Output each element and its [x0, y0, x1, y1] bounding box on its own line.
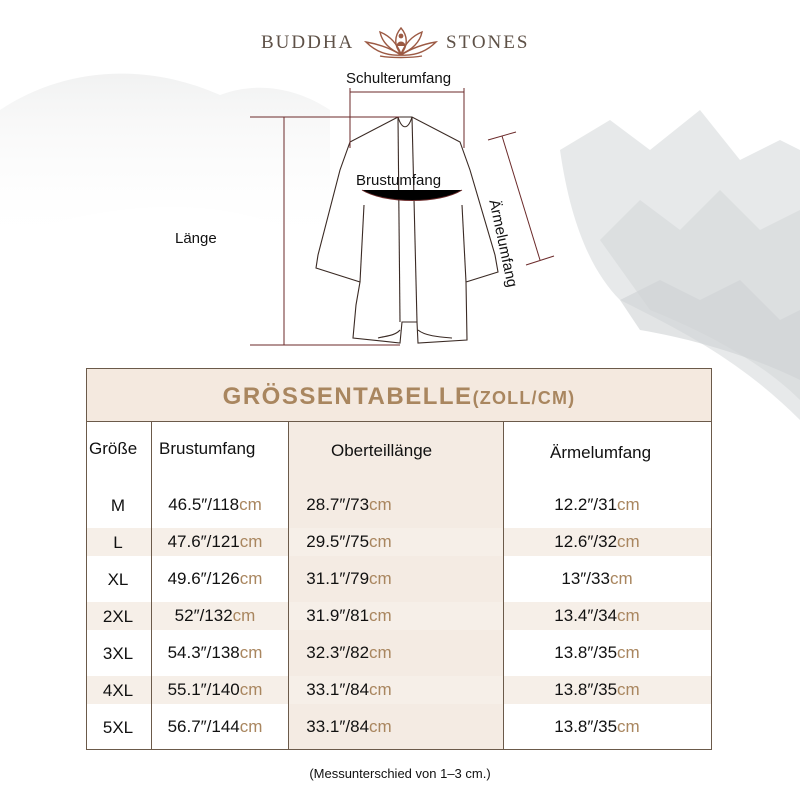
- cell-value: 47.6″/121: [167, 532, 240, 551]
- cell-value: 33.1″/84: [306, 680, 370, 699]
- cell-value: 13″/33: [561, 569, 610, 588]
- cell-value: 13.8″/35: [554, 717, 618, 736]
- size-table-title-unit: (ZOLL/CM): [472, 388, 576, 408]
- cell-unit: cm: [617, 606, 640, 625]
- chest-cell: [150, 532, 280, 552]
- cell-value: 32.3″/82: [306, 643, 370, 662]
- size-table-title-bar: [87, 369, 711, 422]
- cell-unit: cm: [609, 569, 633, 588]
- chest-label: Brustumfang: [356, 172, 442, 189]
- header-size: Größe: [89, 439, 138, 458]
- cell-value: 54.3″/138: [167, 643, 240, 662]
- length-label: Länge: [175, 230, 217, 247]
- brand-header: [0, 22, 800, 62]
- cell-unit: cm: [239, 532, 263, 551]
- cell-value: 12.2″/31: [554, 495, 618, 514]
- cell-value: 13.8″/35: [554, 643, 618, 662]
- cell-unit: cm: [239, 680, 263, 699]
- shoulder-label: Schulterumfang: [346, 70, 452, 87]
- cell-unit: cm: [369, 717, 392, 736]
- sleeve-cell: [532, 680, 662, 700]
- cell-value: 33.1″/84: [306, 717, 370, 736]
- header-top-length: Oberteillänge: [331, 441, 433, 460]
- cell-unit: cm: [617, 717, 640, 736]
- robe-illustration: [0, 60, 800, 360]
- chest-cell: [150, 606, 280, 626]
- size-table: [86, 368, 712, 750]
- cell-value: 28.7″/73: [306, 495, 370, 514]
- chest-cell: [150, 680, 280, 700]
- cell-value: 52″/132: [174, 606, 233, 625]
- cell-unit: cm: [239, 717, 263, 736]
- length-cell: [284, 532, 414, 552]
- cell-value: 31.9″/81: [306, 606, 370, 625]
- length-cell: [284, 717, 414, 737]
- length-cell: [284, 495, 414, 515]
- cell-value: 4XL: [102, 681, 134, 700]
- sleeve-cell: [532, 495, 662, 515]
- sleeve-label: Ärmelumfang: [485, 198, 521, 289]
- cell-value: 2XL: [102, 607, 134, 626]
- chest-cell: [150, 717, 280, 737]
- cell-unit: cm: [369, 532, 392, 551]
- cell-value: 46.5″/118: [168, 495, 240, 514]
- cell-value: XL: [107, 570, 129, 589]
- cell-unit: cm: [369, 606, 392, 625]
- sleeve-cell: [532, 532, 662, 552]
- brand-name-left: BUDDHA: [261, 32, 355, 53]
- cell-value: 55.1″/140: [167, 680, 240, 699]
- brand-name-right: STONES: [446, 32, 530, 53]
- cell-unit: cm: [369, 680, 392, 699]
- length-cell: [284, 643, 414, 663]
- sleeve-cell: [532, 606, 662, 626]
- sleeve-cell: [532, 569, 662, 589]
- chest-cell: [150, 643, 280, 663]
- cell-value: 56.7″/144: [167, 717, 240, 736]
- cell-value: 31.1″/79: [306, 569, 370, 588]
- length-cell: [284, 606, 414, 626]
- size-table-title: GRÖSSENTABELLE: [222, 383, 473, 410]
- cell-value: 49.6″/126: [167, 569, 240, 588]
- chest-cell: [150, 569, 280, 589]
- measurement-note: (Messunterschied von 1–3 cm.): [309, 766, 491, 781]
- cell-unit: cm: [617, 643, 640, 662]
- sleeve-cell: [532, 643, 662, 663]
- cell-unit: cm: [617, 532, 640, 551]
- cell-value: L: [113, 533, 123, 552]
- sleeve-cell: [532, 717, 662, 737]
- length-cell: [284, 680, 414, 700]
- cell-unit: cm: [239, 643, 263, 662]
- cell-unit: cm: [369, 495, 392, 514]
- cell-value: 3XL: [102, 644, 134, 663]
- cell-unit: cm: [617, 680, 640, 699]
- cell-unit: cm: [232, 606, 256, 625]
- cell-unit: cm: [617, 495, 640, 514]
- garment-diagram: [0, 60, 800, 360]
- column-divider: [503, 422, 504, 749]
- cell-unit: cm: [239, 569, 263, 588]
- chest-cell: [150, 495, 280, 515]
- cell-value: 12.6″/32: [554, 532, 618, 551]
- cell-value: 5XL: [102, 718, 134, 737]
- length-cell: [284, 569, 414, 589]
- cell-value: M: [110, 496, 126, 515]
- cell-unit: cm: [369, 569, 392, 588]
- cell-value: 29.5″/75: [306, 532, 370, 551]
- cell-unit: cm: [239, 495, 262, 514]
- cell-value: 13.8″/35: [554, 680, 618, 699]
- lotus-buddha-logo-icon: [360, 22, 442, 60]
- cell-unit: cm: [369, 643, 392, 662]
- header-sleeve: Ärmelumfang: [550, 443, 652, 462]
- cell-value: 13.4″/34: [554, 606, 618, 625]
- header-chest: Brustumfang: [159, 439, 256, 458]
